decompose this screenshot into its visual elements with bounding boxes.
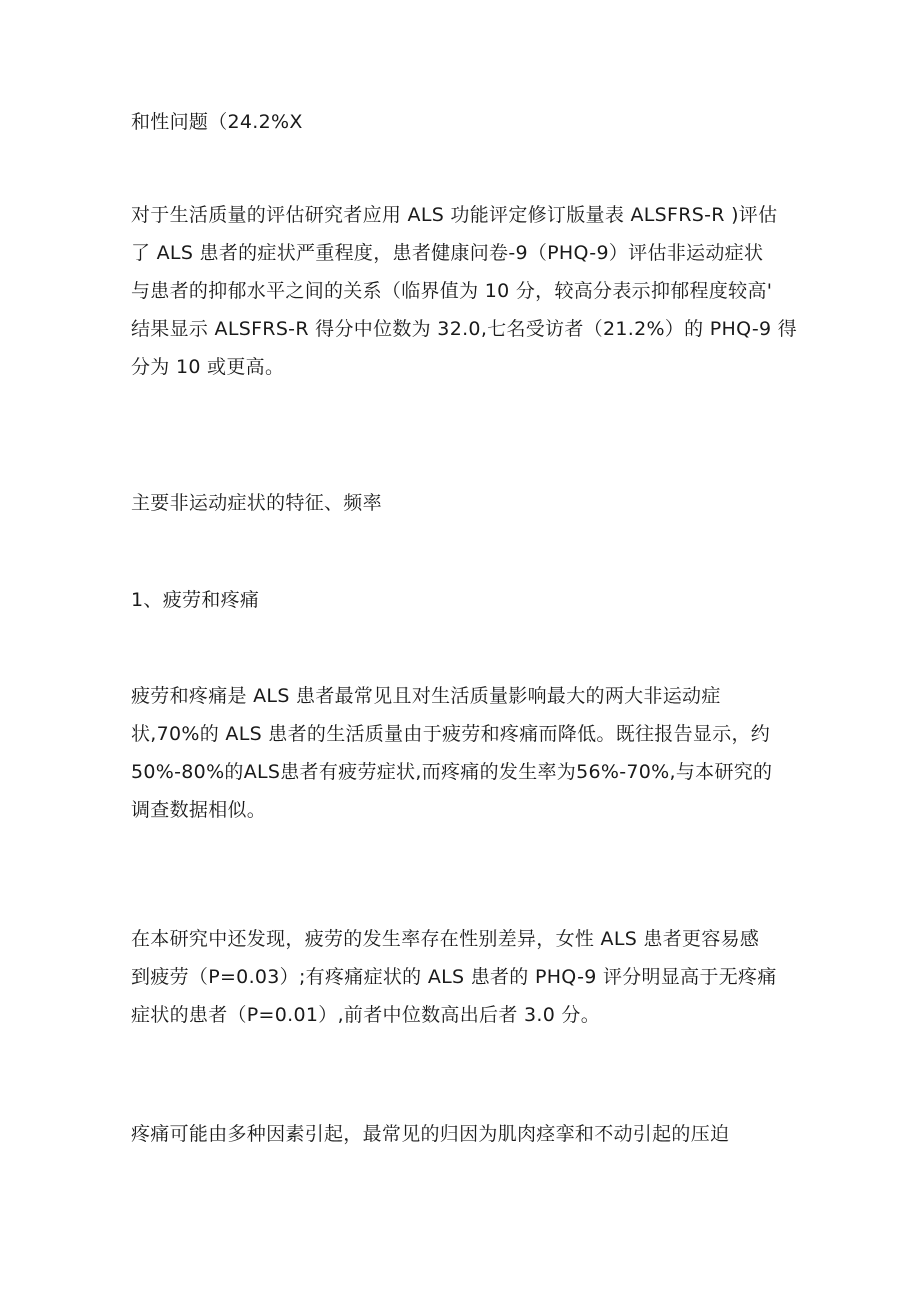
- paragraph-sexual-issues: [131, 103, 796, 141]
- text-line: 分为 10 或更高。: [131, 356, 285, 378]
- text-line: 主要非运动症状的特征、频率: [131, 492, 382, 514]
- text-line: 状,70%的 ALS 患者的生活质量由于疲劳和疼痛而降低。既往报告显示，约: [131, 723, 771, 745]
- text-line: 结果显示 ALSFRS-R 得分中位数为 32.0,七名受访者（21.2%）的 PHQ-9 得: [131, 318, 798, 340]
- text-line: 了 ALS 患者的症状严重程度，患者健康问卷-9（PHQ-9）评估非运动症状: [131, 242, 764, 264]
- text-line: 到疲劳（P=0.03）;有疼痛症状的 ALS 患者的 PHQ-9 评分明显高于无疼痛: [131, 966, 777, 988]
- section-heading: [131, 484, 796, 522]
- text-line: 疼痛可能由多种因素引起，最常见的归因为肌肉痉挛和不动引起的压迫: [131, 1123, 730, 1145]
- subsection-heading: [131, 581, 796, 619]
- text-line: 1、疲劳和疼痛: [131, 589, 260, 611]
- text-line: 调查数据相似。: [131, 799, 267, 821]
- text-line: 对于生活质量的评估研究者应用 ALS 功能评定修订版量表 ALSFRS-R )评估: [131, 204, 778, 226]
- text-line: 疲劳和疼痛是 ALS 患者最常见且对生活质量影响最大的两大非运动症: [131, 685, 721, 707]
- paragraph-quality-of-life: [131, 196, 796, 386]
- paragraph-gender-difference: [131, 920, 796, 1034]
- text-line: 与患者的抑郁水平之间的关系（临界值为 10 分，较高分表示抑郁程度较高': [131, 280, 773, 302]
- paragraph-pain-causes: [131, 1115, 796, 1153]
- text-line: 在本研究中还发现，疲劳的发生率存在性别差异，女性 ALS 患者更容易感: [131, 928, 760, 950]
- text-line: 50%-80%的ALS患者有疲劳症状,而疼痛的发生率为56%-70%,与本研究的: [131, 761, 773, 783]
- text-line: 和性问题（24.2%X: [131, 111, 303, 133]
- text-line: 症状的患者（P=0.01）,前者中位数高出后者 3.0 分。: [131, 1004, 601, 1026]
- paragraph-fatigue-pain: [131, 677, 796, 829]
